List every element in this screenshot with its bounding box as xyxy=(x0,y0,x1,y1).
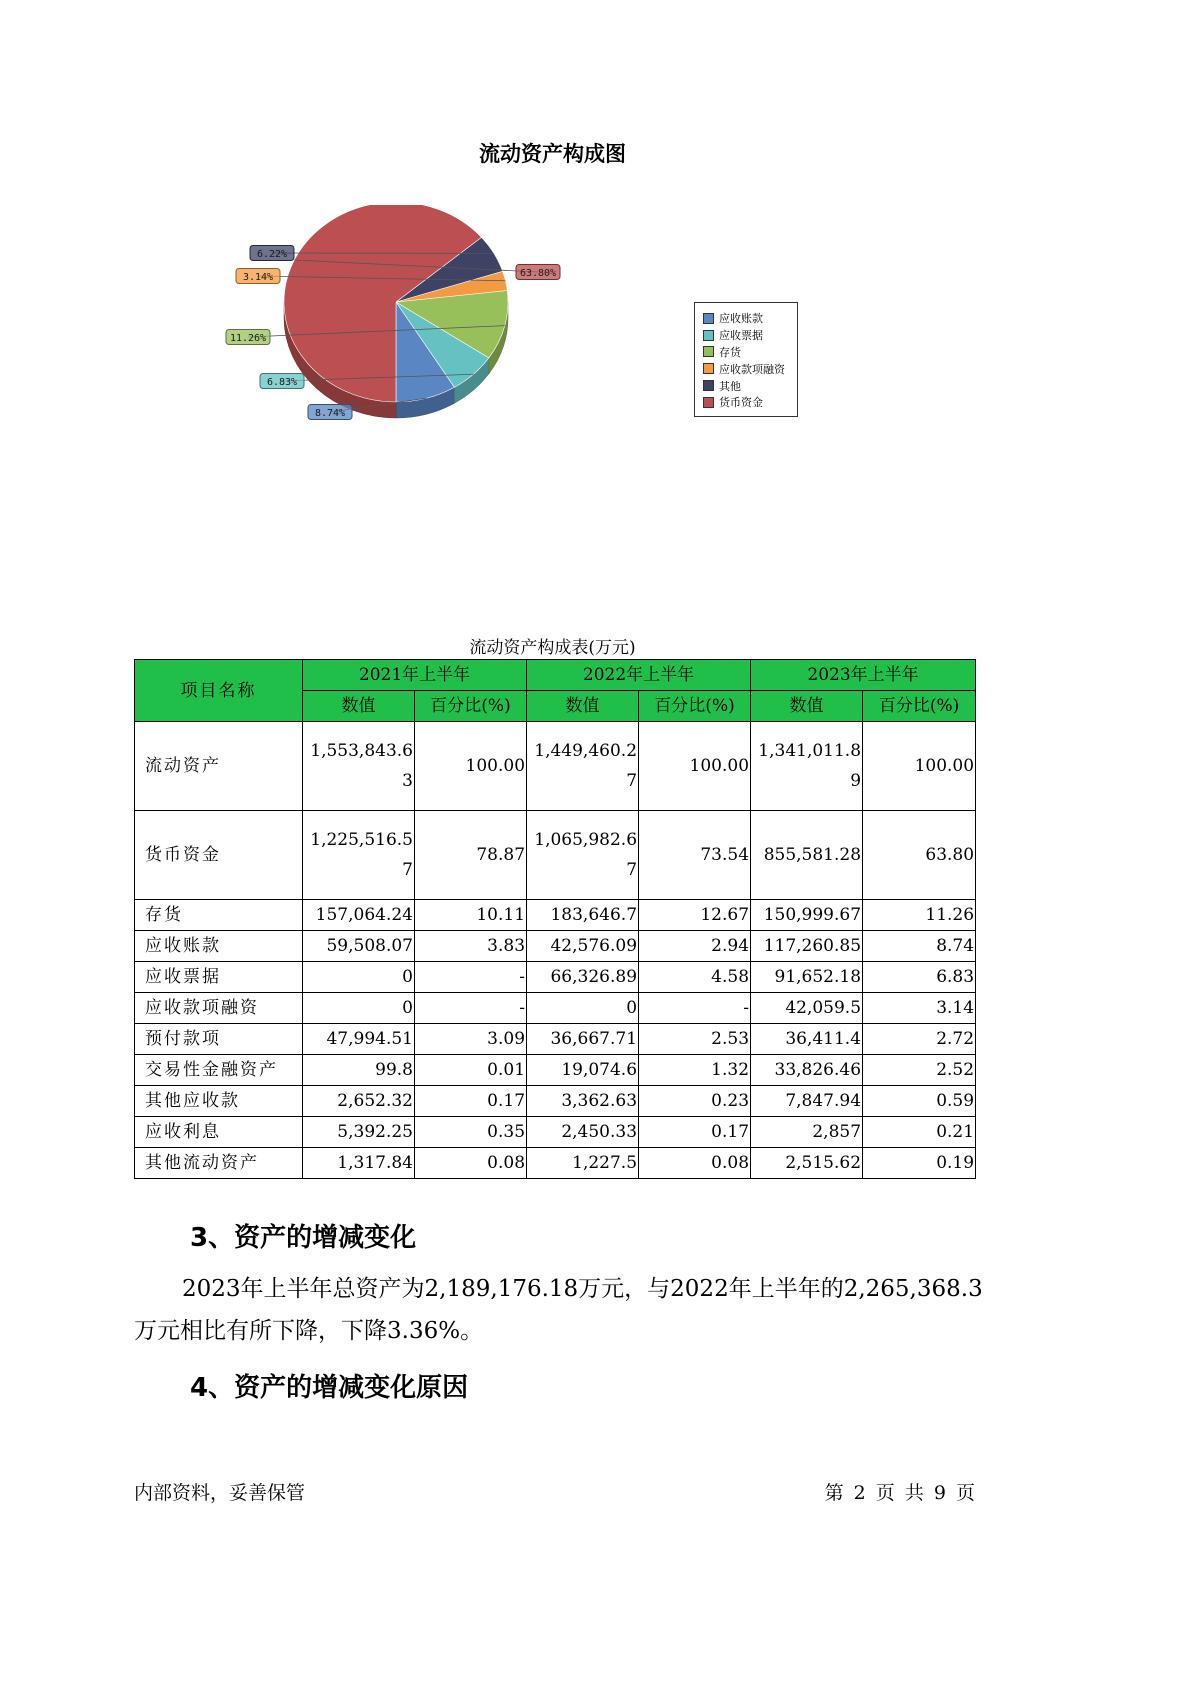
header-percent: 百分比(%) xyxy=(415,691,527,722)
cell-value: 2,450.33 xyxy=(527,1117,639,1148)
row-name: 其他流动资产 xyxy=(135,1148,303,1179)
legend-label: 货币资金 xyxy=(719,396,763,410)
cell-percent: 78.87 xyxy=(415,811,527,900)
cell-percent: 8.74 xyxy=(863,931,976,962)
header-period-2023: 2023年上半年 xyxy=(751,660,976,691)
cell-percent: 2.94 xyxy=(639,931,751,962)
header-value: 数值 xyxy=(527,691,639,722)
cell-value: 7,847.94 xyxy=(751,1086,863,1117)
data-label: 63.80% xyxy=(519,268,557,279)
data-label: 6.22% xyxy=(256,249,288,260)
chart-legend xyxy=(694,302,798,417)
table-row xyxy=(135,811,976,900)
table-row xyxy=(135,993,976,1024)
row-name: 应收款项融资 xyxy=(135,993,303,1024)
cell-percent: 2.52 xyxy=(863,1055,976,1086)
cell-percent: 0.23 xyxy=(639,1086,751,1117)
table-row xyxy=(135,1148,976,1179)
legend-swatch xyxy=(703,397,714,408)
legend-label: 存货 xyxy=(719,345,741,359)
cell-percent: 73.54 xyxy=(639,811,751,900)
row-name: 货币资金 xyxy=(135,811,303,900)
cell-percent: 11.26 xyxy=(863,900,976,931)
cell-value: 36,667.71 xyxy=(527,1024,639,1055)
header-period-2021: 2021年上半年 xyxy=(303,660,527,691)
cell-value: 91,652.18 xyxy=(751,962,863,993)
cell-percent: 3.14 xyxy=(863,993,976,1024)
row-name: 应收利息 xyxy=(135,1117,303,1148)
row-name: 存货 xyxy=(135,900,303,931)
cell-value: 1,553,843.63 xyxy=(303,722,415,811)
cell-value: 0 xyxy=(527,993,639,1024)
cell-percent: 0.08 xyxy=(639,1148,751,1179)
cell-value: 183,646.7 xyxy=(527,900,639,931)
cell-value: 2,857 xyxy=(751,1117,863,1148)
cell-percent: 12.67 xyxy=(639,900,751,931)
cell-value: 0 xyxy=(303,962,415,993)
cell-value: 66,326.89 xyxy=(527,962,639,993)
footer-confidential: 内部资料，妥善保管 xyxy=(134,1482,306,1504)
cell-percent: 100.00 xyxy=(863,722,976,811)
legend-swatch xyxy=(703,346,714,357)
header-period-2022: 2022年上半年 xyxy=(527,660,751,691)
cell-value: 150,999.67 xyxy=(751,900,863,931)
data-label: 3.14% xyxy=(242,272,274,283)
cell-value: 59,508.07 xyxy=(303,931,415,962)
legend-item xyxy=(703,310,797,327)
table-row xyxy=(135,962,976,993)
cell-value: 3,362.63 xyxy=(527,1086,639,1117)
cell-value: 2,515.62 xyxy=(751,1148,863,1179)
table-row xyxy=(135,1024,976,1055)
cell-percent: 100.00 xyxy=(639,722,751,811)
cell-value: 1,449,460.27 xyxy=(527,722,639,811)
cell-value: 2,652.32 xyxy=(303,1086,415,1117)
cell-percent: 1.32 xyxy=(639,1055,751,1086)
legend-item xyxy=(703,344,797,361)
chart-title: 流动资产构成图 xyxy=(479,142,626,166)
row-name: 应收票据 xyxy=(135,962,303,993)
cell-percent: 0.21 xyxy=(863,1117,976,1148)
table-row xyxy=(135,1086,976,1117)
table-caption: 流动资产构成表(万元) xyxy=(469,638,636,658)
legend-label: 其他 xyxy=(719,379,741,393)
cell-percent: 4.58 xyxy=(639,962,751,993)
header-item-name: 项目名称 xyxy=(135,660,303,722)
cell-percent: - xyxy=(639,993,751,1024)
cell-percent: 0.01 xyxy=(415,1055,527,1086)
data-label: 8.74% xyxy=(314,408,346,419)
cell-percent: 0.59 xyxy=(863,1086,976,1117)
footer-page-number: 第 2 页 共 9 页 xyxy=(824,1482,975,1504)
legend-item xyxy=(703,327,797,344)
table-row xyxy=(135,900,976,931)
cell-value: 36,411.4 xyxy=(751,1024,863,1055)
cell-value: 1,065,982.67 xyxy=(527,811,639,900)
row-name: 其他应收款 xyxy=(135,1086,303,1117)
row-name: 预付款项 xyxy=(135,1024,303,1055)
cell-percent: 3.09 xyxy=(415,1024,527,1055)
cell-value: 117,260.85 xyxy=(751,931,863,962)
cell-value: 99.8 xyxy=(303,1055,415,1086)
cell-value: 1,317.84 xyxy=(303,1148,415,1179)
section-3-paragraph: 2023年上半年总资产为2,189,176.18万元，与2022年上半年的2,265,368.3万元相比有所下降，下降3.36%。 xyxy=(134,1276,983,1344)
row-name: 应收账款 xyxy=(135,931,303,962)
cell-percent: 100.00 xyxy=(415,722,527,811)
cell-percent: 10.11 xyxy=(415,900,527,931)
cell-percent: 0.17 xyxy=(415,1086,527,1117)
header-value: 数值 xyxy=(751,691,863,722)
pie-chart xyxy=(200,205,600,435)
cell-percent: - xyxy=(415,962,527,993)
cell-percent: 6.83 xyxy=(863,962,976,993)
legend-swatch xyxy=(703,380,714,391)
cell-percent: 0.35 xyxy=(415,1117,527,1148)
header-percent: 百分比(%) xyxy=(639,691,751,722)
header-value: 数值 xyxy=(303,691,415,722)
cell-value: 5,392.25 xyxy=(303,1117,415,1148)
cell-value: 42,576.09 xyxy=(527,931,639,962)
table-row xyxy=(135,931,976,962)
cell-value: 42,059.5 xyxy=(751,993,863,1024)
cell-percent: 63.80 xyxy=(863,811,976,900)
legend-swatch xyxy=(703,313,714,324)
legend-swatch xyxy=(703,330,714,341)
cell-percent: 3.83 xyxy=(415,931,527,962)
cell-value: 47,994.51 xyxy=(303,1024,415,1055)
cell-value: 1,227.5 xyxy=(527,1148,639,1179)
table-row xyxy=(135,1055,976,1086)
cell-value: 1,225,516.57 xyxy=(303,811,415,900)
section-3-heading: 3、资产的增减变化 xyxy=(190,1223,417,1253)
row-name: 流动资产 xyxy=(135,722,303,811)
data-label: 11.26% xyxy=(229,333,267,344)
cell-percent: 2.72 xyxy=(863,1024,976,1055)
cell-value: 1,341,011.89 xyxy=(751,722,863,811)
table-row xyxy=(135,1117,976,1148)
cell-value: 0 xyxy=(303,993,415,1024)
legend-label: 应收账款 xyxy=(719,312,763,326)
legend-label: 应收票据 xyxy=(719,329,763,343)
cell-percent: 0.08 xyxy=(415,1148,527,1179)
header-percent: 百分比(%) xyxy=(863,691,976,722)
cell-percent: 2.53 xyxy=(639,1024,751,1055)
data-label: 6.83% xyxy=(266,377,298,388)
cell-value: 855,581.28 xyxy=(751,811,863,900)
legend-label: 应收款项融资 xyxy=(719,362,785,376)
cell-percent: 0.19 xyxy=(863,1148,976,1179)
current-assets-table xyxy=(134,659,976,1179)
cell-value: 157,064.24 xyxy=(303,900,415,931)
table-row xyxy=(135,722,976,811)
section-4-heading: 4、资产的增减变化原因 xyxy=(190,1373,469,1403)
row-name: 交易性金融资产 xyxy=(135,1055,303,1086)
cell-value: 19,074.6 xyxy=(527,1055,639,1086)
legend-swatch xyxy=(703,363,714,374)
cell-value: 33,826.46 xyxy=(751,1055,863,1086)
cell-percent: 0.17 xyxy=(639,1117,751,1148)
legend-item xyxy=(703,394,797,411)
cell-percent: - xyxy=(415,993,527,1024)
legend-item xyxy=(703,377,797,394)
legend-item xyxy=(703,360,797,377)
